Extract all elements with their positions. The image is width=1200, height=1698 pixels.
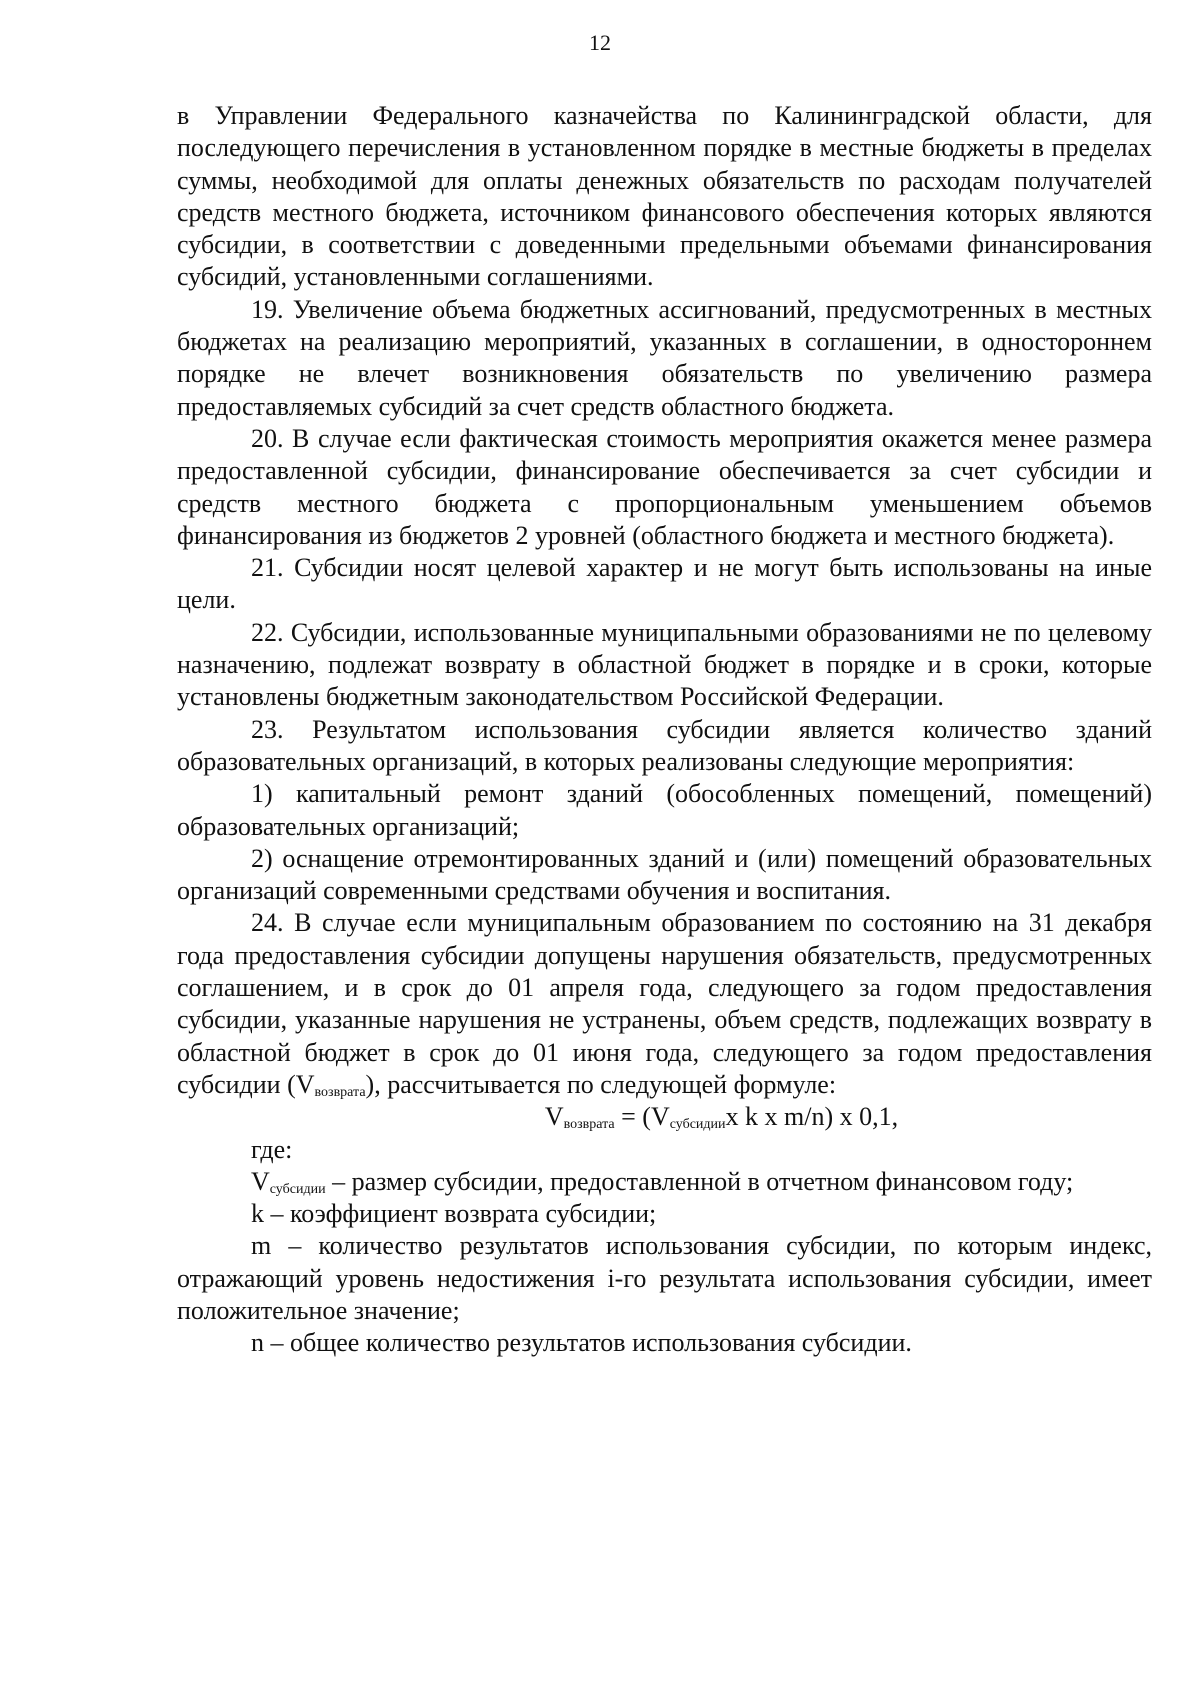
paragraph-21: 21. Субсидии носят целевой характер и не могут быть использованы на иные цели. (177, 553, 1152, 615)
formula-rest: x k x m/n) x 0,1, (725, 1102, 899, 1132)
paragraph-24-text: 24. В случае если муниципальным образованием по состоянию на 31 декабря года предоставления субсидии допущены нарушения обязательств, предусмотренных соглашением, и в срок до 01 апреля года, следующего за годом предоставления субсидии, указанные нарушения не устранены, объем средств, подлежащих возврату в областной бюджет в срок до 01 июня года, следующего за годом предоставления субсидии (V (177, 908, 1152, 1099)
definition-k: k – коэффициент возврата субсидии; (251, 1199, 657, 1229)
list-item-2: 2) оснащение отремонтированных зданий и (или) помещений образовательных организаций современными средствами обучения и воспитания. (177, 843, 1152, 906)
definition-v-text: – размер субсидии, предоставленной в отчетном финансовом году; (325, 1166, 1074, 1196)
formula-sub-vozvrata: возврата (563, 1117, 615, 1133)
paragraph-19: 19. Увеличение объема бюджетных ассигнований, предусмотренных в местных бюджетах на реализацию мероприятий, указанных в соглашении, в одностороннем порядке не влечет возникновения обязательств по увеличению размера предоставляемых субсидий за счет средств областного бюджета. (177, 294, 1152, 421)
paragraph-continuation: в Управлении Федерального казначейства по Калининградской области, для последующего перечисления в установленном порядке в местные бюджеты в пределах суммы, необходимой для оплаты денежных обязательств по расходам получателей средств местного бюджета, источником финансового обеспечения которых являются субсидии, в соответствии с доведенными предельными объемами финансирования субсидий, установленными соглашениями. (177, 101, 1152, 292)
formula-sub-subsidii: субсидии (669, 1117, 726, 1133)
definition-v-symbol: V (251, 1166, 270, 1196)
list-item-1: 1) капитальный ремонт зданий (обособленных помещений, помещений) образовательных организаций; (177, 779, 1152, 841)
where-label: где: (251, 1134, 293, 1164)
subscript-vozvrata: возврата (314, 1084, 366, 1100)
paragraph-22: 22. Субсидии, использованные муниципальными образованиями не по целевому назначению, подлежат возврату в областной бюджет в порядке и в сроки, которые установлены бюджетным законодательством Российской Федерации. (177, 617, 1152, 712)
formula (177, 1101, 1152, 1133)
formula-mid: = (V (614, 1102, 670, 1132)
page-number: 12 (589, 30, 611, 55)
paragraph-24-tail: ), рассчитывается по следующей формуле: (365, 1069, 837, 1099)
paragraph-24 (177, 907, 1152, 1101)
definition-n: n – общее количество результатов использования субсидии. (251, 1328, 912, 1358)
formula-v: V (544, 1102, 564, 1132)
definition-v-subscript: субсидии (269, 1181, 326, 1197)
paragraph-20: 20. В случае если фактическая стоимость мероприятия окажется менее размера предоставленной субсидии, финансирование обеспечивается за счет субсидии и средств местного бюджета с пропорциональным уменьшением объемов финансирования из бюджетов 2 уровней (областного бюджета и местного бюджета). (177, 423, 1152, 550)
paragraph-23: 23. Результатом использования субсидии является количество зданий образовательных организаций, в которых реализованы следующие мероприятия: (177, 714, 1152, 776)
definition-m: m – количество результатов использования субсидии, по которым индекс, отражающий уровень недостижения i-го результата использования субсидии, имеет положительное значение; (177, 1231, 1152, 1325)
document-body (177, 100, 1152, 1360)
definition-v (177, 1166, 1152, 1198)
